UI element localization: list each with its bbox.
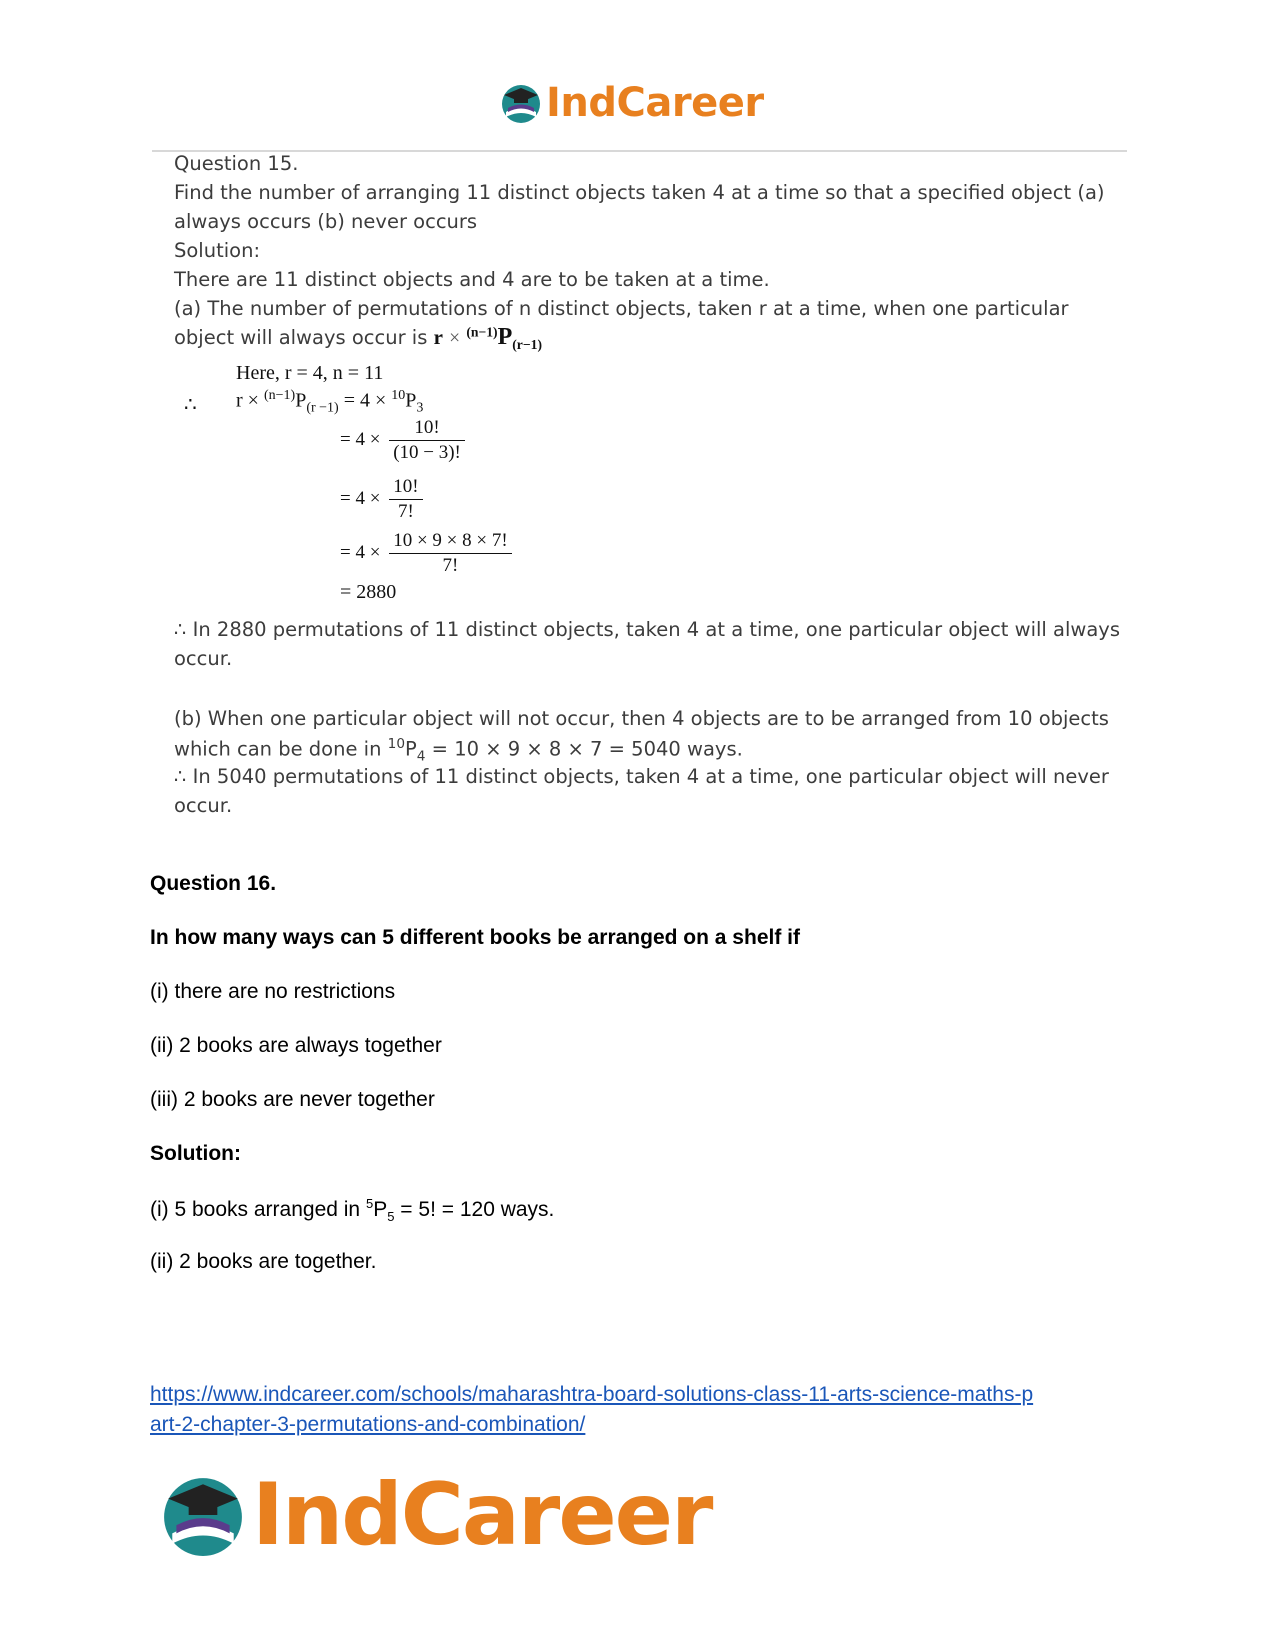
q15-step3 [340,475,423,524]
graduation-cap-book-icon [160,1472,246,1558]
formula-P: P [497,324,513,350]
step3-fraction [389,475,422,524]
q15-part-a-line2 [174,324,542,353]
sol1-prefix: (i) 5 books arranged in [150,1198,361,1221]
q15-part-b-line2 [174,736,743,764]
q15-conclusion-a-line2: occur. [174,647,233,670]
q16-title: Question 16. [150,872,277,895]
q16-option-1: (i) there are no restrictions [150,980,396,1003]
q15-step5: = 2880 [340,581,397,603]
step2-fraction [389,416,465,465]
q15-solution-label: Solution: [174,239,261,262]
source-link[interactable] [150,1380,1120,1440]
step4-eq: = 4 × [340,541,381,563]
step1-lhs: r × [236,389,259,412]
q15-title: Question 15. [174,152,299,175]
q15-conclusion-a-line1: ∴ In 2880 permutations of 11 distinct objects, taken 4 at a time, one particular object will always [174,618,1120,641]
formula-sup: (n−1) [466,324,498,340]
source-link-line1[interactable]: https://www.indcareer.com/schools/maharashtra-board-solutions-class-11-arts-science-maths-p [150,1383,1034,1406]
part-b-P: P [405,737,417,761]
q16-solution-2: (ii) 2 books are together. [150,1250,377,1273]
step4-denominator: 7! [442,555,459,576]
logo-wordmark: IndCareer [252,1465,712,1565]
step1-sub: (r −1) [306,400,339,416]
sol1-sub: 5 [387,1209,395,1225]
header-logo [500,80,764,126]
q15-conclusion-b-line2: occur. [174,794,233,817]
formula-sub: (r−1) [512,336,542,352]
q15-step4 [340,529,512,578]
step1-sup2: 10 [391,388,406,403]
q15-part-a-line1: (a) The number of permutations of n distinct objects, taken r at a time, when one particular [174,297,1069,320]
step1-P: P [295,389,307,412]
part-b-sup: 10 [387,736,406,752]
q16-solution-label: Solution: [150,1142,241,1165]
q15-intro: There are 11 distinct objects and 4 are to be taken at a time. [174,268,770,291]
formula-times: × [449,328,461,349]
therefore-symbol: ∴ [184,394,197,416]
q16-solution-1 [150,1196,554,1224]
step3-denominator: 7! [397,501,414,522]
graduation-cap-book-icon [500,82,542,124]
step2-eq: = 4 × [340,428,381,450]
sol1-P: P [373,1198,388,1221]
step3-numerator: 10! [389,475,422,500]
q15-conclusion-b-line1: ∴ In 5040 permutations of 11 distinct objects, taken 4 at a time, one particular object will never [174,765,1109,788]
sol1-sup: 5 [365,1196,374,1211]
step4-fraction [389,529,511,578]
q15-step2 [340,416,465,465]
source-link-line2[interactable]: art-2-chapter-3-permutations-and-combination/ [150,1413,586,1436]
sol1-suffix: = 5! = 120 ways. [400,1198,555,1221]
q16-option-2: (ii) 2 books are always together [150,1034,442,1057]
step4-numerator: 10 × 9 × 8 × 7! [389,529,511,554]
q15-here: Here, r = 4, n = 11 [236,362,384,384]
step2-numerator: 10! [389,416,465,441]
logo-wordmark: IndCareer [546,80,764,126]
part-b-suffix: = 10 × 9 × 8 × 7 = 5040 ways. [431,737,743,761]
step1-P2: P [405,389,417,412]
step1-eq: = 4 × [343,389,387,412]
q15-step1 [236,388,423,417]
question-15-image [152,152,1127,845]
formula-r: r [433,325,443,349]
q15-question-line1: Find the number of arranging 11 distinct objects taken 4 at a time so that a specified object (a) [174,181,1105,204]
q15-question-line2: always occurs (b) never occurs [174,210,478,233]
part-b-prefix: which can be done in [174,737,382,761]
footer-logo [160,1465,711,1565]
part-b-sub: 4 [416,748,426,765]
q16-question: In how many ways can 5 different books be arranged on a shelf if [150,926,800,949]
q15-part-a-prefix: object will always occur is [174,326,428,349]
step1-sub2: 3 [416,400,424,416]
step1-sup: (n−1) [263,388,296,403]
step2-denominator: (10 − 3)! [393,442,461,463]
step3-eq: = 4 × [340,487,381,509]
q15-part-b-line1: (b) When one particular object will not occur, then 4 objects are to be arranged from 10 objects [174,707,1109,730]
q16-option-3: (iii) 2 books are never together [150,1088,435,1111]
